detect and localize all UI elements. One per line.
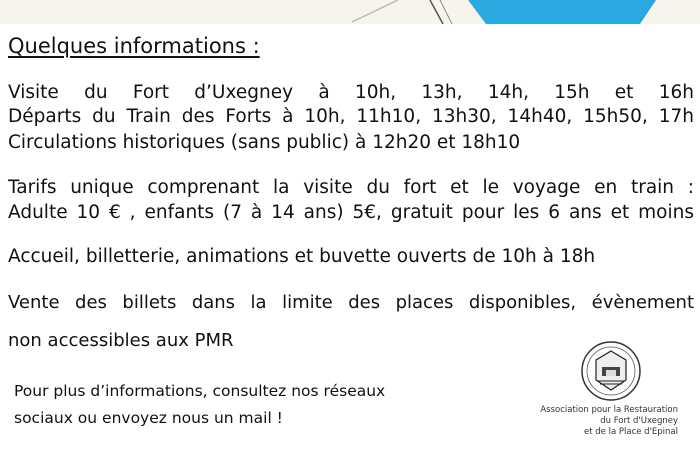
logo-caption-line-3: et de la Place d'Epinal [584, 427, 678, 437]
train-departure-times: Départs du Train des Forts à 10h, 11h10, 13h30, 14h40, 15h50, 17h [8, 106, 694, 127]
fort-visit-times: Visite du Fort d’Uxegney à 10h, 13h, 14h, 15h et 16h [8, 82, 694, 103]
contact-line-2: sociaux ou envoyez nous un mail ! [14, 409, 283, 427]
pricing-details: Adulte 10 € , enfants (7 à 14 ans) 5€, gratuit pour les 6 ans et moins [8, 202, 694, 223]
fort-emblem-icon [578, 340, 644, 402]
accessibility-note: non accessibles aux PMR [8, 330, 234, 351]
historic-circulations: Circulations historiques (sans public) à 12h20 et 18h10 [8, 132, 521, 153]
logo-caption-line-1: Association pour la Restauration [540, 405, 678, 415]
blue-banner-shape [468, 0, 656, 24]
section-heading: Quelques informations : [8, 34, 260, 58]
opening-hours: Accueil, billetterie, animations et buvette ouverts de 10h à 18h [8, 246, 596, 267]
logo-caption-line-2: du Fort d'Uxegney [600, 416, 678, 426]
contact-note [14, 378, 385, 432]
banner-graphic [0, 0, 700, 26]
ticket-sales-note: Vente des billets dans la limite des places disponibles, évènement [8, 292, 694, 313]
logo-caption [503, 405, 678, 438]
contact-line-1: Pour plus d’informations, consultez nos réseaux [14, 382, 386, 400]
pricing-intro: Tarifs unique comprenant la visite du fort et le voyage en train : [8, 177, 694, 198]
